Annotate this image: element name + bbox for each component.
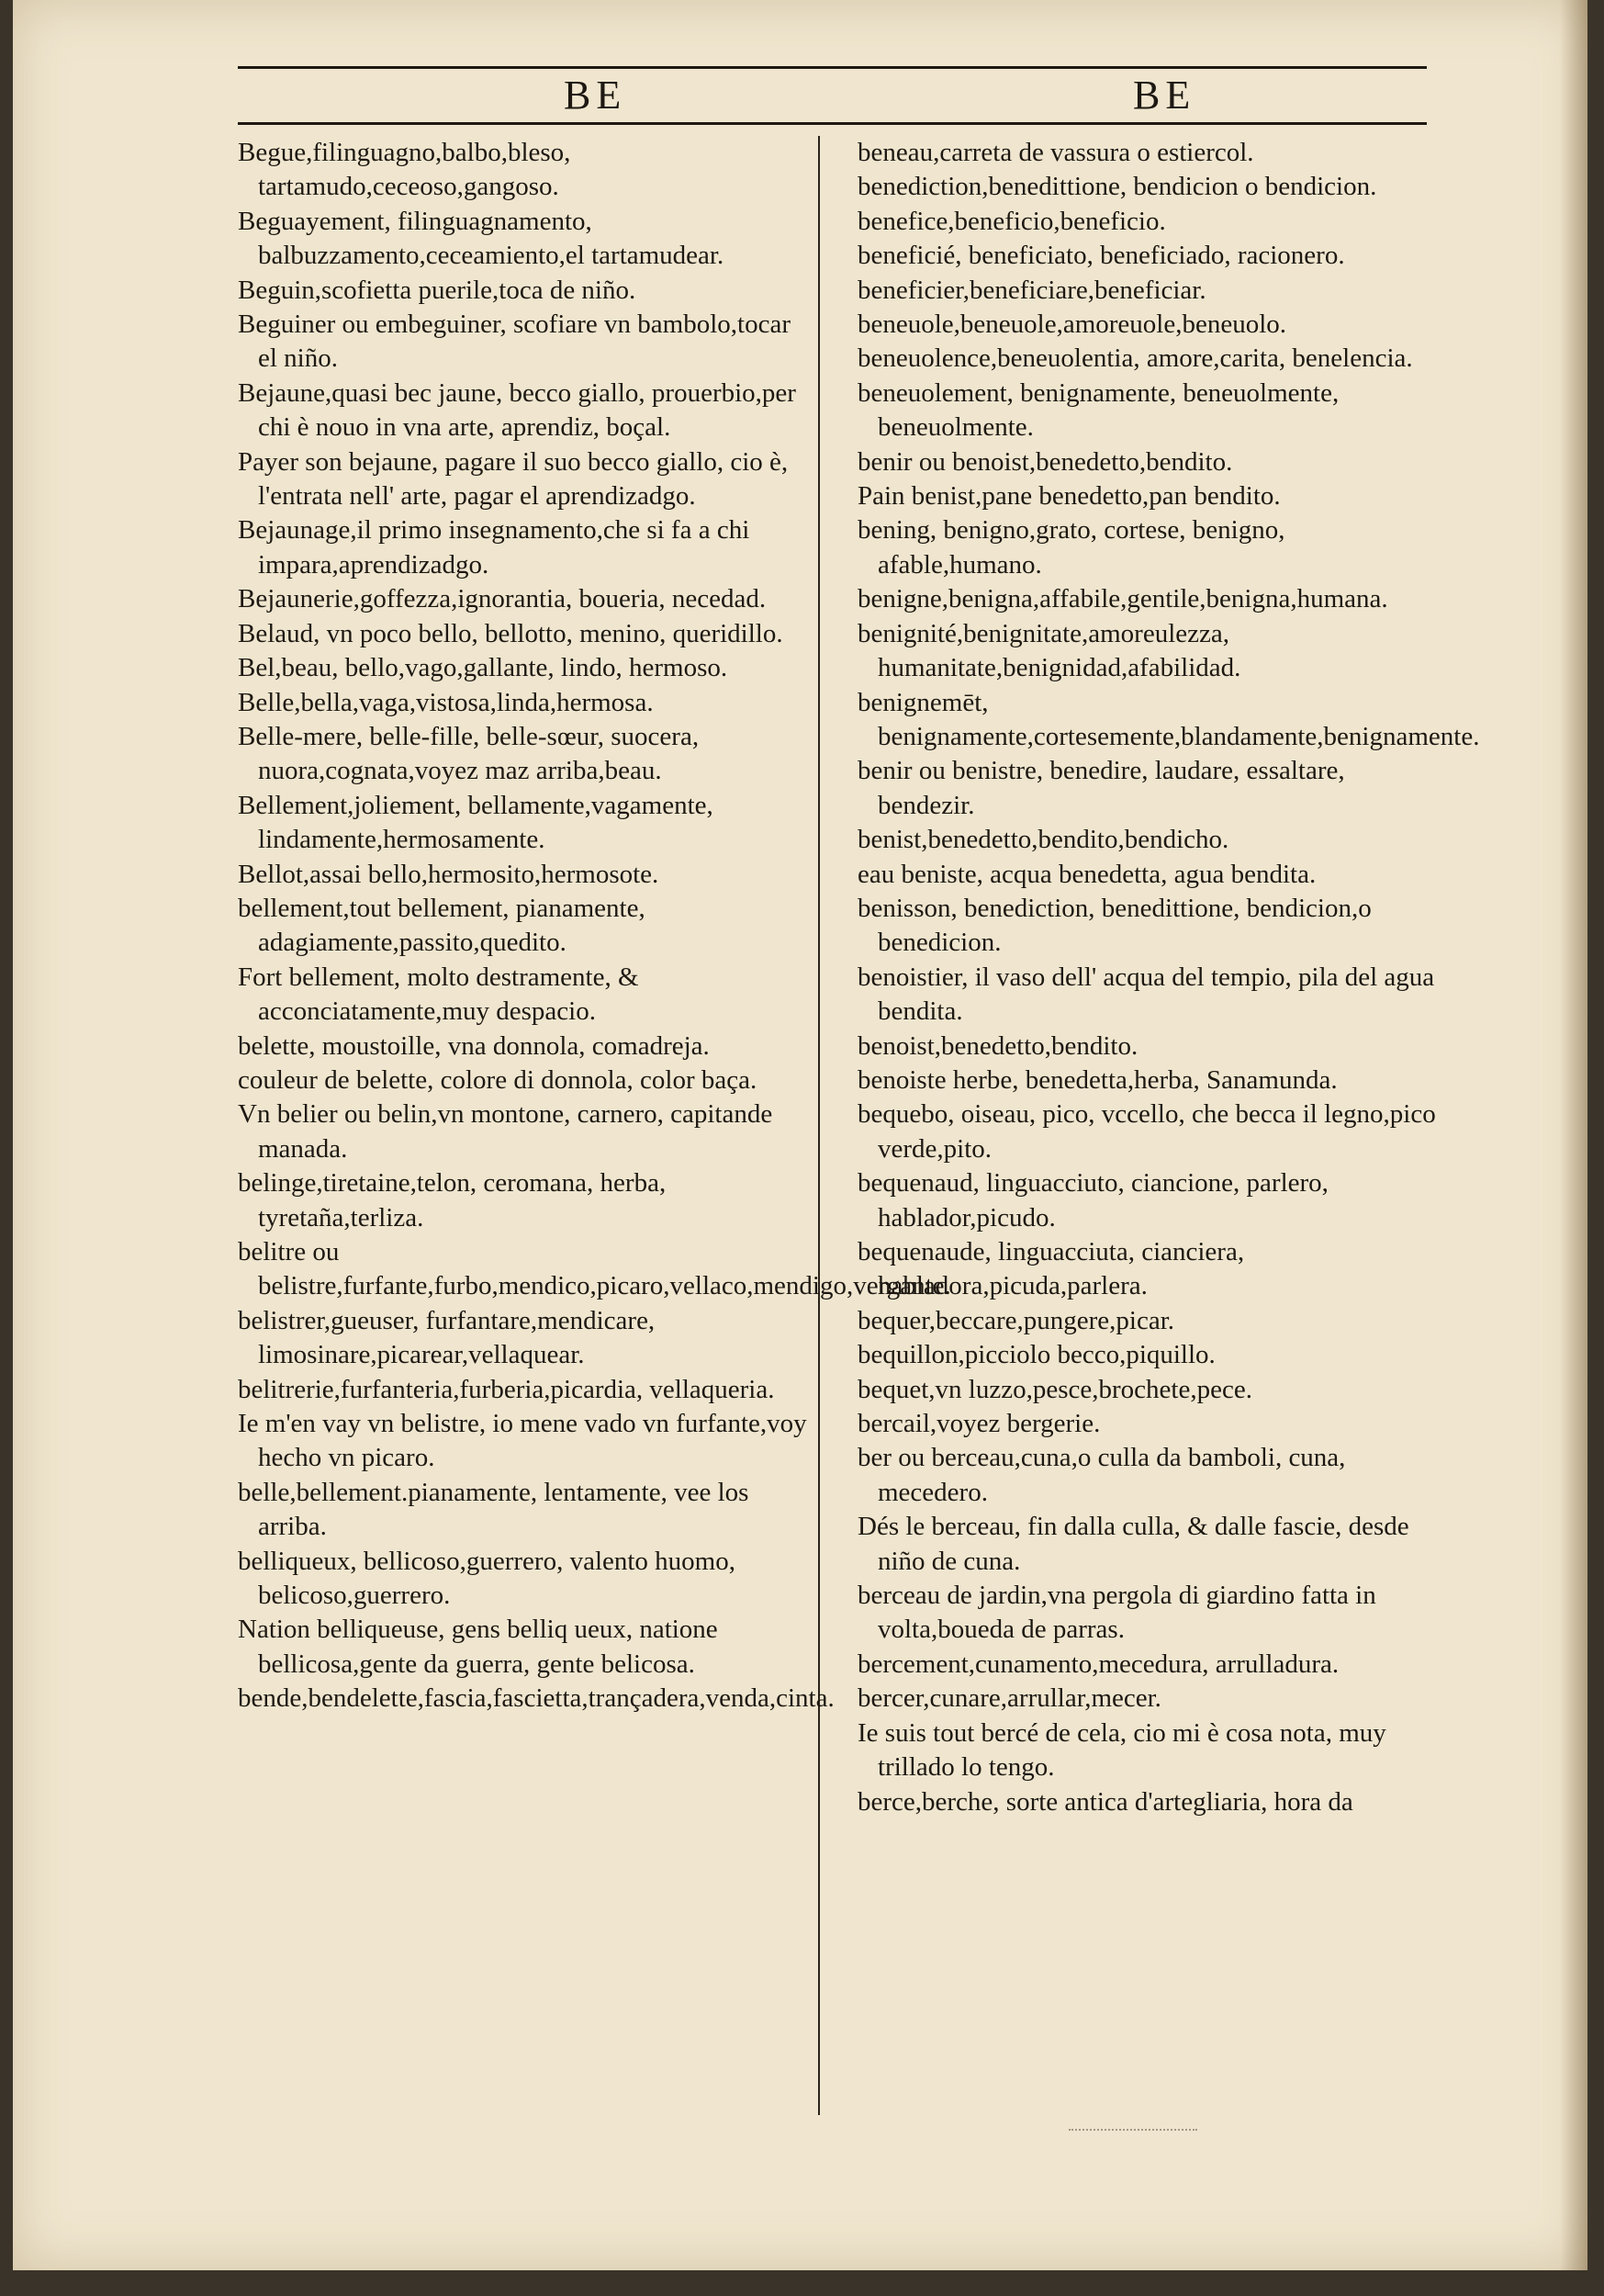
dictionary-entry: benoiste herbe, benedetta,herba, Sanamunda. [858, 1064, 1338, 1095]
dictionary-entry: Ie suis tout bercé de cela, cio mi è cosa nota, muy trillado lo tengo. [858, 1717, 1386, 1783]
dictionary-entry: Fort bellement, molto destramente, & acconciatamente,muy despacio. [238, 962, 639, 1027]
dictionary-entry: Begue,filinguagno,balbo,bleso, tartamudo,ceceoso,gangoso. [238, 138, 571, 202]
dictionary-entry: benoistier, il vaso dell' acqua del tempio, pila del agua bendita. [858, 962, 1435, 1027]
dictionary-entry: benediction,benedittione, bendicion o bendicion. [858, 172, 1377, 202]
dictionary-entry: couleur de belette, colore di donnola, color baça. [238, 1064, 757, 1095]
dictionary-entry: berceau de jardin,vna pergola di giardino fatta in volta,boueda de parras. [858, 1581, 1376, 1645]
dictionary-entry: Vn belier ou belin,vn montone, carnero, capitande manada. [238, 1099, 773, 1164]
left-column [238, 136, 951, 1716]
dictionary-entry: bening, benigno,grato, cortese, benigno, afable,humano. [858, 515, 1285, 580]
dictionary-entry: bercail,voyez bergerie. [858, 1409, 1101, 1439]
column-divider [818, 136, 820, 2115]
dictionary-entry: belette, moustoille, vna donnola, comadreja. [238, 1030, 710, 1061]
dictionary-entry: Payer son bejaune, pagare il suo becco giallo, cio è, l'entrata nell' arte, pagar el aprendizadgo. [238, 446, 789, 512]
top-rule [238, 66, 1427, 69]
dictionary-entry: benisson, benediction, benedittione, bendicion,o benedicion. [858, 893, 1372, 958]
dictionary-entry: Beguiner ou embeguiner, scofiare vn bambolo,tocar el niño. [238, 310, 791, 374]
dictionary-entry: Bellot,assai bello,hermosito,hermosote. [238, 859, 659, 889]
dictionary-entry: Bejaunage,il primo insegnamento,che si fa a chi impara,aprendizadgo. [238, 515, 750, 580]
dictionary-entry: bellement,tout bellement, pianamente, adagiamente,passito,quedito. [238, 893, 645, 958]
dictionary-entry: benist,benedetto,bendito,bendicho. [858, 825, 1229, 855]
page-edge-shadow [1560, 0, 1587, 2270]
dictionary-entry: beneuolence,beneuolentia, amore,carita, benelencia. [858, 343, 1413, 374]
dictionary-entry: belinge,tiretaine,telon, ceromana, herba, tyretaña,terliza. [238, 1168, 667, 1232]
dictionary-entry: benignemēt, benignamente,cortesemente,blandamente,benignamente. [858, 687, 1480, 751]
dictionary-entry: bequebo, oiseau, pico, vccello, che becca il legno,pico verde,pito. [858, 1099, 1436, 1164]
dictionary-entry: bercer,cunare,arrullar,mecer. [858, 1683, 1161, 1714]
dictionary-entry: belliqueux, bellicoso,guerrero, valento huomo, belicoso,guerrero. [238, 1546, 735, 1611]
dictionary-entry: Bel,beau, bello,vago,gallante, lindo, hermoso. [238, 653, 728, 683]
dictionary-entry: Pain benist,pane benedetto,pan bendito. [858, 481, 1281, 512]
dictionary-entry: belitrerie,furfanteria,furberia,picardia, vellaqueria. [238, 1374, 775, 1404]
dictionary-entry: Belle,bella,vaga,vistosa,linda,hermosa. [238, 687, 654, 717]
dictionary-entry: bequenaud, linguacciuto, ciancione, parlero, hablador,picudo. [858, 1168, 1329, 1232]
dictionary-entry: Ie m'en vay vn belistre, io mene vado vn furfante,voy hecho vn picaro. [238, 1409, 807, 1473]
dictionary-entry: Bellement,joliement, bellamente,vagamente, lindamente,hermosamente. [238, 790, 713, 855]
dictionary-entry: belitre ou belistre,furfante,furbo,mendico,picaro,vellaco,mendigo,vergante. [238, 1237, 951, 1301]
running-head-right: BE [1133, 73, 1196, 118]
dictionary-entry: ber ou berceau,cuna,o culla da bamboli, cuna, mecedero. [858, 1443, 1346, 1507]
running-head-left: BE [564, 73, 627, 118]
dictionary-entry: beneuolement, benignamente, beneuolmente, beneuolmente. [858, 377, 1340, 443]
dictionary-entry: beneficié, beneficiato, beneficiado, racionero. [858, 241, 1345, 271]
dictionary-entry: Belle-mere, belle-fille, belle-sœur, suocera, nuora,cognata,voyez maz arriba,beau. [238, 721, 700, 786]
dictionary-entry: beneau,carreta de vassura o estiercol. [858, 138, 1254, 167]
dictionary-entry: bercement,cunamento,mecedura, arrulladura. [858, 1649, 1340, 1679]
dictionary-entry: Belaud, vn poco bello, bellotto, menino, queridillo. [238, 618, 783, 648]
dictionary-entry: berce,berche, sorte antica d'artegliaria, hora da [858, 1786, 1353, 1817]
head-rule [238, 122, 1427, 125]
dictionary-entry: belle,bellement.pianamente, lentamente, vee los arriba. [238, 1477, 749, 1542]
dictionary-entry: Beguayement, filinguagnamento, balbuzzamento,ceceamiento,el tartamudear. [238, 206, 724, 271]
dictionary-entry: beneuole,beneuole,amoreuole,beneuolo. [858, 310, 1287, 340]
dictionary-entry: benir ou benoist,benedetto,bendito. [858, 446, 1233, 477]
dictionary-entry: bequenaude, linguacciuta, cianciera, habladora,picuda,parlera. [858, 1237, 1245, 1301]
dictionary-entry: belistrer,gueuser, furfantare,mendicare, limosinare,picarear,vellaquear. [238, 1305, 656, 1370]
dictionary-entry: Bejaunerie,goffezza,ignorantia, boueria, necedad. [238, 584, 767, 614]
dictionary-entry: benir ou benistre, benedire, laudare, essaltare, bendezir. [858, 756, 1345, 820]
dictionary-entry: Bejaune,quasi bec jaune, becco giallo, prouerbio,per chi è nouo in vna arte, aprendiz, boçal. [238, 377, 796, 443]
dictionary-entry: benoist,benedetto,bendito. [858, 1030, 1139, 1061]
catchword-rule [1069, 2129, 1197, 2142]
dictionary-entry: bequer,beccare,pungere,picar. [858, 1305, 1175, 1335]
book-page [13, 0, 1587, 2270]
dictionary-entry: bequillon,picciolo becco,piquillo. [858, 1340, 1216, 1370]
dictionary-entry: Nation belliqueuse, gens belliq ueux, natione bellicosa,gente da guerra, gente belicosa. [238, 1615, 718, 1679]
dictionary-entry: eau beniste, acqua benedetta, agua bendita. [858, 859, 1317, 889]
dictionary-entry: benigne,benigna,affabile,gentile,benigna,humana. [858, 584, 1388, 614]
dictionary-entry: bende,bendelette,fascia,fascietta,trançadera,venda,cinta. [238, 1683, 835, 1714]
dictionary-entry: benefice,beneficio,beneficio. [858, 206, 1166, 236]
dictionary-entry: Beguin,scofietta puerile,toca de niño. [238, 275, 636, 305]
right-column [858, 136, 1480, 1819]
dictionary-entry: benignité,benignitate,amoreulezza, humanitate,benignidad,afabilidad. [858, 618, 1241, 683]
dictionary-entry: beneficier,beneficiare,beneficiar. [858, 275, 1206, 305]
dictionary-entry: Dés le berceau, fin dalla culla, & dalle fascie, desde niño de cuna. [858, 1512, 1409, 1576]
dictionary-entry: bequet,vn luzzo,pesce,brochete,pece. [858, 1374, 1252, 1404]
